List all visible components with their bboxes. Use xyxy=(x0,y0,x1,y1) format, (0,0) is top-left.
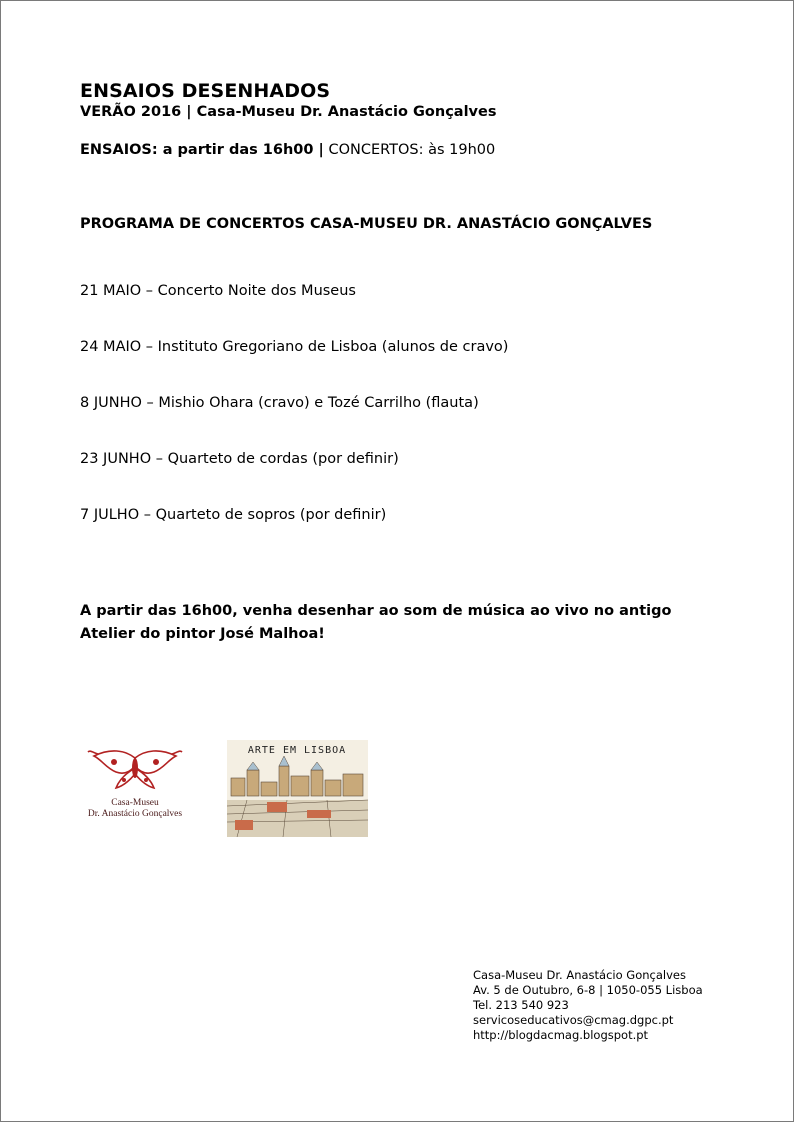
program-event: 23 JUNHO – Quarteto de cordas (por definir) xyxy=(80,451,399,467)
concertos-time: CONCERTOS: às 19h00 xyxy=(323,142,496,158)
program-title: PROGRAMA DE CONCERTOS CASA-MUSEU DR. ANASTÁCIO GONÇALVES xyxy=(80,216,653,232)
contact-phone: Tel. 213 540 923 xyxy=(473,998,569,1012)
page-title: ENSAIOS DESENHADOS xyxy=(80,80,331,102)
lisbon-sketch-illustration xyxy=(227,740,368,837)
closing-invitation: A partir das 16h00, venha desenhar ao som de música ao vivo no antigo Atelier do pintor José Malhoa! xyxy=(80,603,672,642)
contact-block xyxy=(473,968,703,1043)
ensaios-time: ENSAIOS: a partir das 16h00 | xyxy=(80,142,324,158)
program-event: 21 MAIO – Concerto Noite dos Museus xyxy=(80,283,356,299)
contact-name: Casa-Museu Dr. Anastácio Gonçalves xyxy=(473,968,686,982)
program-event: 24 MAIO – Instituto Gregoriano de Lisboa (alunos de cravo) xyxy=(80,339,509,355)
schedule-times xyxy=(80,142,495,158)
contact-address: Av. 5 de Outubro, 6-8 | 1050-055 Lisboa xyxy=(473,983,703,997)
museum-logo-line2: Dr. Anastácio Gonçalves xyxy=(87,809,183,819)
contact-website[interactable]: http://blogdacmag.blogspot.pt xyxy=(473,1028,649,1042)
museum-logo-text xyxy=(80,798,190,820)
museum-logo-line1: Casa-Museu xyxy=(111,798,159,808)
arte-em-lisboa-logo xyxy=(227,740,368,837)
page-subtitle: VERÃO 2016 | Casa-Museu Dr. Anastácio Gonçalves xyxy=(80,104,497,120)
moth-emblem-icon xyxy=(80,748,190,794)
museum-logo xyxy=(80,748,190,818)
contact-email[interactable]: servicoseducativos@cmag.dgpc.pt xyxy=(473,1013,674,1027)
arte-logo-title: ARTE EM LISBOA xyxy=(247,745,347,756)
program-event: 8 JUNHO – Mishio Ohara (cravo) e Tozé Carrilho (flauta) xyxy=(80,395,479,411)
program-event: 7 JULHO – Quarteto de sopros (por definir) xyxy=(80,507,387,523)
